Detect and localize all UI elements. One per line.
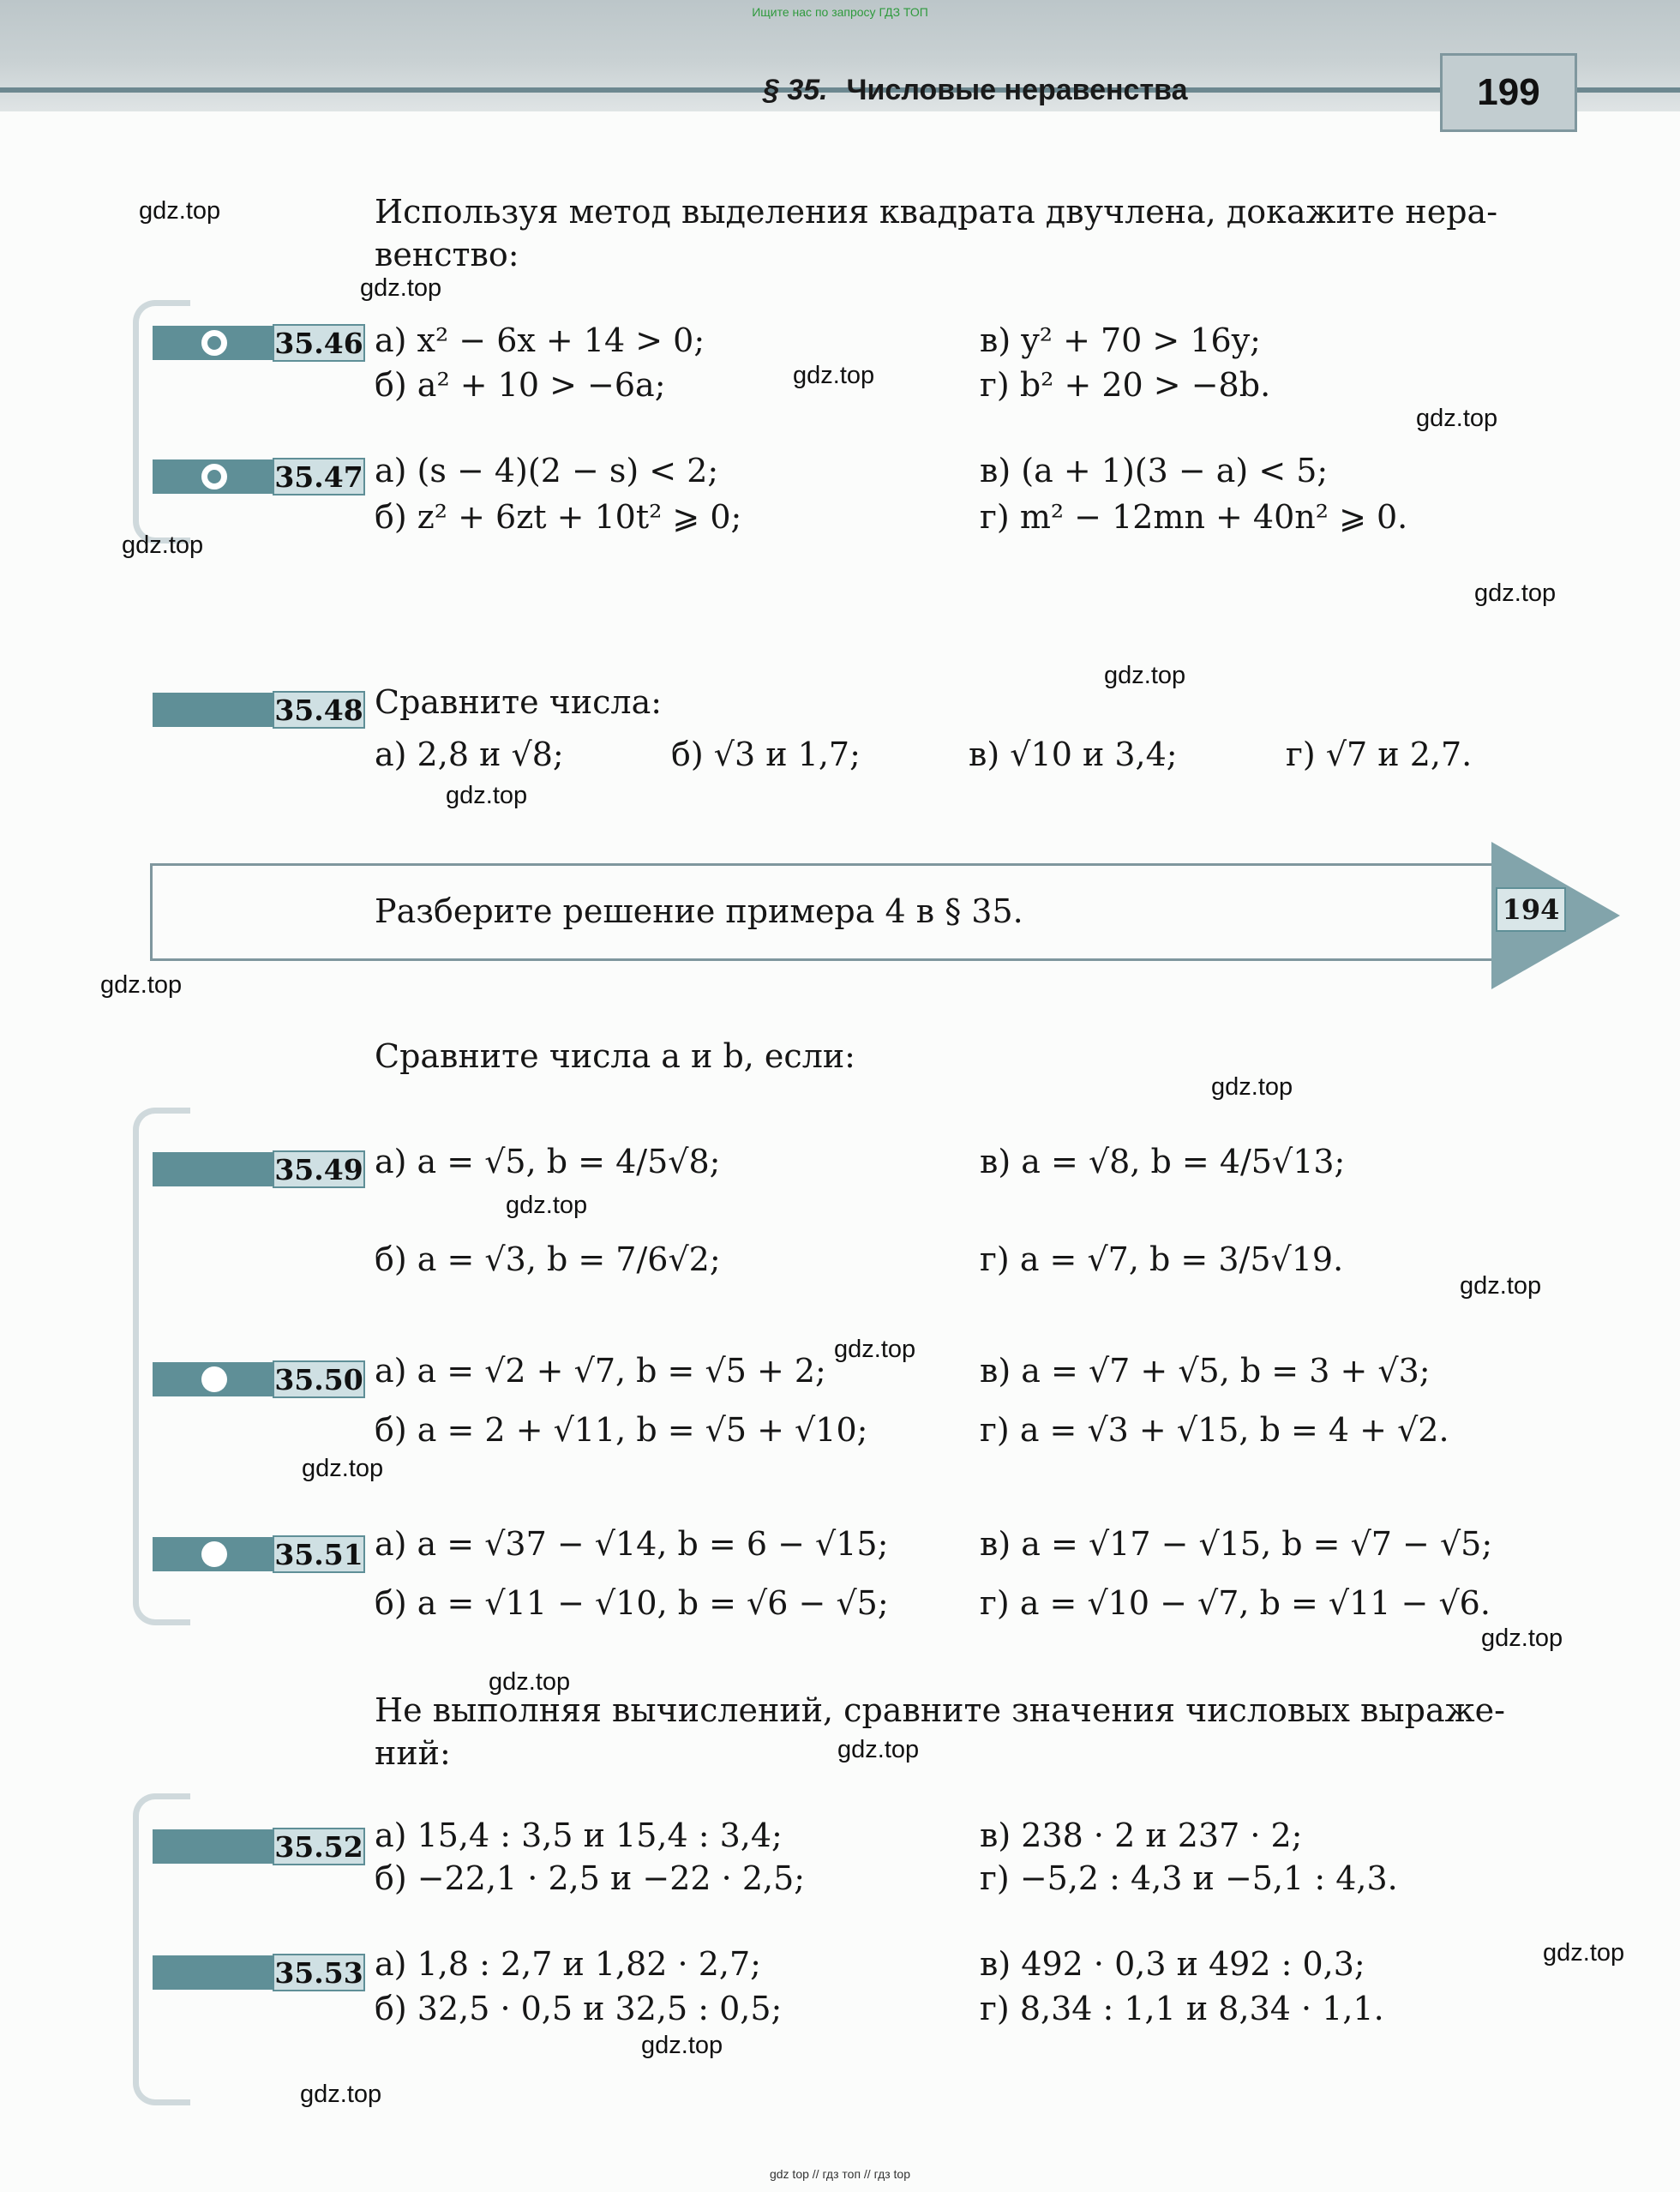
exercise-bar-35-48	[153, 693, 274, 727]
exercise-35-52-a: а) 15,4 : 3,5 и 15,4 : 3,4;	[375, 1817, 783, 1854]
instruction-compare-expressions-line2: ний:	[375, 1734, 451, 1772]
watermark: gdz.top	[1416, 405, 1498, 432]
exercise-number-35-51: 35.51	[273, 1535, 365, 1573]
watermark: gdz.top	[489, 1668, 571, 1696]
watermark: gdz.top	[1460, 1272, 1542, 1300]
difficulty-circle-filled	[201, 1366, 227, 1392]
difficulty-circle-hollow	[201, 330, 227, 356]
section-title: Числовые неравенства	[846, 74, 1188, 106]
watermark: gdz.top	[300, 2081, 382, 2108]
top-note: Ищите нас по запросу ГДЗ ТОП	[752, 5, 928, 19]
exercise-bar-35-53	[153, 1955, 274, 1990]
exercise-35-52-g: г) −5,2 : 4,3 и −5,1 : 4,3.	[980, 1859, 1398, 1897]
exercise-35-53-g: г) 8,34 : 1,1 и 8,34 · 1,1.	[980, 1990, 1384, 2027]
exercise-number-35-47: 35.47	[273, 458, 365, 495]
instruction-compare-expressions-line1: Не выполняя вычислений, сравните значения числовых выраже-	[375, 1691, 1505, 1729]
exercise-35-51-b: б) a = √11 − √10, b = √6 − √5;	[375, 1584, 889, 1622]
instruction-prove-line1: Используя метод выделения квадрата двучлена, докажите нера-	[375, 193, 1498, 231]
watermark: gdz.top	[1481, 1624, 1563, 1652]
exercise-bar-35-49	[153, 1152, 274, 1186]
watermark: gdz.top	[139, 197, 221, 225]
watermark: gdz.top	[837, 1736, 920, 1763]
reference-text: Разберите решение примера 4 в § 35.	[375, 892, 1023, 930]
exercise-35-51-g: г) a = √10 − √7, b = √11 − √6.	[980, 1584, 1491, 1622]
exercise-35-47-a: а) (s − 4)(2 − s) < 2;	[375, 452, 719, 489]
exercise-35-49-b: б) a = √3, b = 7/6√2;	[375, 1240, 721, 1278]
exercise-35-47-b: б) z² + 6zt + 10t² ⩾ 0;	[375, 498, 742, 536]
exercise-35-50-v: в) a = √7 + √5, b = 3 + √3;	[980, 1352, 1431, 1390]
exercise-35-50-a: а) a = √2 + √7, b = √5 + 2;	[375, 1352, 826, 1390]
exercise-35-51-v: в) a = √17 − √15, b = √7 − √5;	[980, 1525, 1493, 1563]
exercise-number-35-52: 35.52	[273, 1828, 365, 1865]
watermark: gdz.top	[360, 274, 442, 302]
watermark: gdz.top	[302, 1455, 384, 1482]
watermark: gdz.top	[1543, 1939, 1625, 1967]
section-heading	[763, 74, 1187, 107]
exercise-35-52-b: б) −22,1 · 2,5 и −22 · 2,5;	[375, 1859, 806, 1897]
instruction-prove-line2: венство:	[375, 236, 519, 273]
exercise-35-50-g: г) a = √3 + √15, b = 4 + √2.	[980, 1411, 1449, 1449]
exercise-35-51-a: а) a = √37 − √14, b = 6 − √15;	[375, 1525, 889, 1563]
exercise-35-52-v: в) 238 · 2 и 237 · 2;	[980, 1817, 1303, 1854]
exercise-bar-35-52	[153, 1829, 274, 1864]
instruction-compare-numbers: Сравните числа:	[375, 683, 663, 721]
instruction-compare-a-b: Сравните числа a и b, если:	[375, 1037, 855, 1075]
exercise-35-48-b: б) √3 и 1,7;	[671, 736, 861, 773]
exercise-35-50-b: б) a = 2 + √11, b = √5 + √10;	[375, 1411, 868, 1449]
watermark: gdz.top	[834, 1336, 916, 1363]
difficulty-circle-hollow	[201, 464, 227, 489]
watermark: gdz.top	[446, 782, 528, 809]
exercise-35-46-v: в) y² + 70 > 16y;	[980, 321, 1261, 359]
exercise-35-49-a: а) a = √5, b = 4/5√8;	[375, 1143, 721, 1180]
exercise-35-48-v: в) √10 и 3,4;	[969, 736, 1178, 773]
watermark: gdz.top	[1104, 662, 1186, 689]
reference-page-number: 194	[1496, 887, 1566, 932]
exercise-35-53-v: в) 492 · 0,3 и 492 : 0,3;	[980, 1945, 1365, 1983]
exercise-35-48-a: а) 2,8 и √8;	[375, 736, 564, 773]
exercise-35-46-a: а) x² − 6x + 14 > 0;	[375, 321, 705, 359]
watermark: gdz.top	[641, 2032, 723, 2059]
page-number: 199	[1440, 53, 1577, 132]
watermark: gdz.top	[506, 1192, 588, 1219]
exercise-number-35-53: 35.53	[273, 1954, 365, 1991]
exercise-35-49-v: в) a = √8, b = 4/5√13;	[980, 1143, 1346, 1180]
exercise-35-53-a: а) 1,8 : 2,7 и 1,82 · 2,7;	[375, 1945, 761, 1983]
exercise-number-35-48: 35.48	[273, 691, 365, 729]
exercise-35-53-b: б) 32,5 · 0,5 и 32,5 : 0,5;	[375, 1990, 783, 2027]
watermark: gdz.top	[1211, 1073, 1293, 1101]
section-number: § 35.	[763, 74, 828, 106]
watermark: gdz.top	[100, 971, 183, 999]
exercise-number-35-49: 35.49	[273, 1150, 365, 1188]
exercise-35-47-v: в) (a + 1)(3 − a) < 5;	[980, 452, 1329, 489]
watermark: gdz.top	[793, 362, 875, 389]
difficulty-circle-filled	[201, 1541, 227, 1567]
exercise-35-46-g: г) b² + 20 > −8b.	[980, 366, 1271, 404]
exercise-number-35-50: 35.50	[273, 1360, 365, 1398]
exercise-number-35-46: 35.46	[273, 324, 365, 362]
exercise-35-47-g: г) m² − 12mn + 40n² ⩾ 0.	[980, 498, 1408, 536]
exercise-35-46-b: б) a² + 10 > −6a;	[375, 366, 666, 404]
bottom-note: gdz top // гдз топ // гдз top	[769, 2167, 911, 2181]
exercise-35-48-g: г) √7 и 2,7.	[1286, 736, 1473, 773]
exercise-35-49-g: г) a = √7, b = 3/5√19.	[980, 1240, 1344, 1278]
watermark: gdz.top	[1474, 580, 1557, 607]
watermark: gdz.top	[122, 531, 204, 559]
